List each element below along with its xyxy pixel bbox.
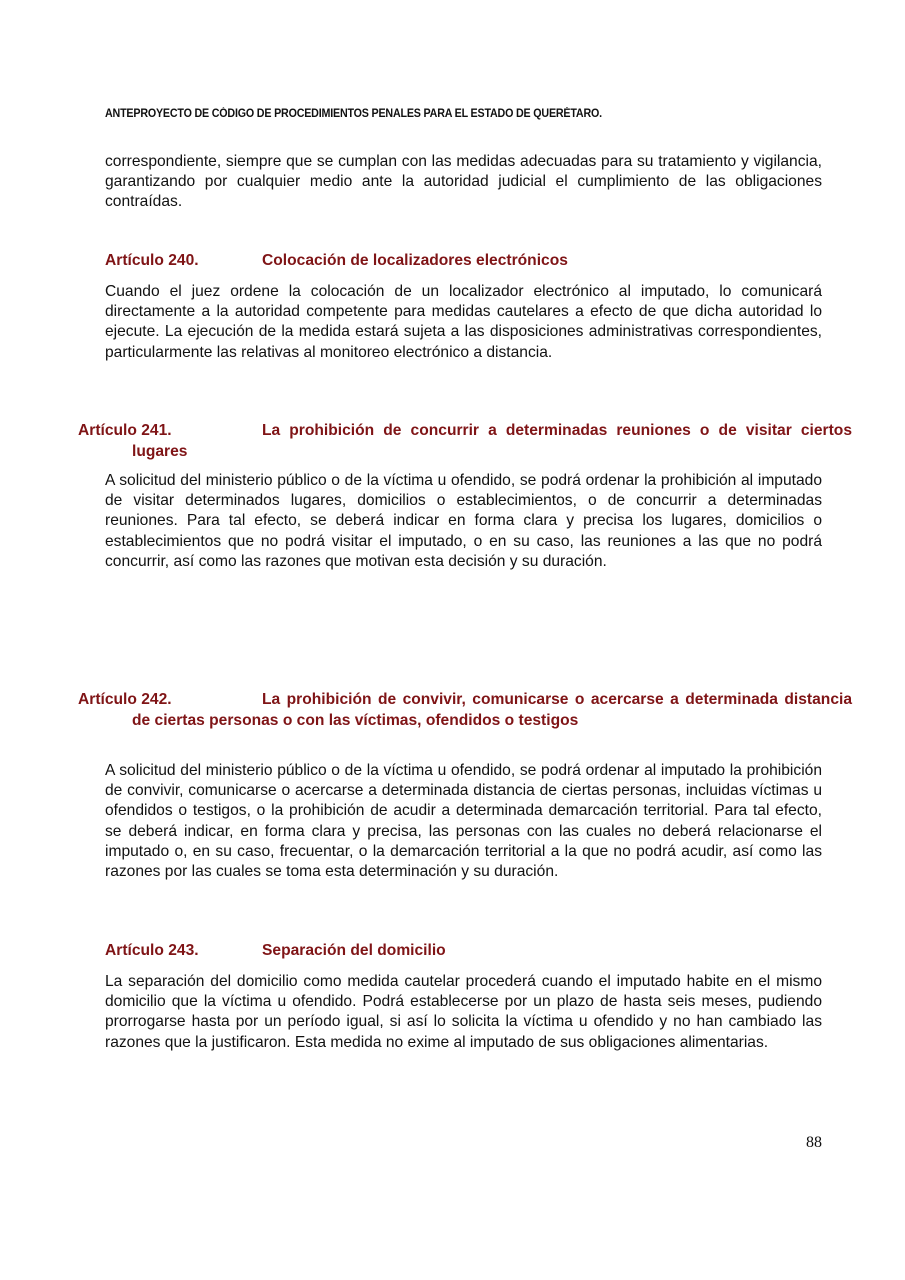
article-241-body-block [105, 471, 822, 572]
article-240 [105, 251, 822, 272]
article-body: A solicitud del ministerio público o de la víctima u ofendido, se podrá ordenar la prohibición al imputado de visitar determinados lugares, domicilios o establecimientos, o de concurrir a determinadas reuniones. Para tal efecto, se deberá indicar en forma clara y precisa los lugares, domicilios o establecimientos que no podrá visitar el imputado, o en su caso, las reuniones a las que no podrá concurrir, así como las razones que motivan esta decisión y su duración. [105, 472, 822, 570]
article-heading [78, 421, 852, 463]
article-243-body-block [105, 972, 822, 1053]
article-title: La prohibición de convivir, comunicarse o acercarse a determinada distancia de ciertas personas o con las víctimas, ofendidos o testigos [132, 691, 852, 729]
article-heading [78, 690, 852, 732]
article-heading [105, 251, 825, 272]
article-243 [105, 941, 822, 962]
article-number: Artículo 242. [78, 691, 172, 708]
article-body: A solicitud del ministerio público o de la víctima u ofendido, se podrá ordenar al imputado la prohibición de convivir, comunicarse o acercarse a determinada distancia de ciertas personas, incluidas víctimas u ofendidos o testigos, o la prohibición de acudir a determinada demarcación territorial. Para tal efecto, se deberá indicar, en forma clara y precisa, las personas con las cuales no deberá relacionarse el imputado o, en su caso, frecuentar, o la demarcación territorial a la que no podrá acudir, así como las razones por las cuales se toma esta determinación y su duración. [105, 762, 822, 881]
intro-paragraph-block [105, 152, 822, 213]
article-number: Artículo 243. [105, 942, 199, 959]
article-242-body-block [105, 761, 822, 882]
page-number: 88 [806, 1134, 822, 1151]
running-header: ANTEPROYECTO DE CÓDIGO DE PROCEDIMIENTOS PENALES PARA EL ESTADO DE QUERÉTARO. [105, 108, 602, 120]
article-title: Separación del domicilio [262, 942, 446, 959]
article-number: Artículo 241. [78, 422, 172, 439]
article-241 [78, 421, 852, 463]
article-242 [78, 690, 852, 732]
article-title: Colocación de localizadores electrónicos [262, 252, 568, 269]
article-body: Cuando el juez ordene la colocación de un localizador electrónico al imputado, lo comunicará directamente a la autoridad competente para medidas cautelares a efecto de que dicha autoridad lo ejecute. La ejecución de la medida estará sujeta a las disposiciones administrativas correspondientes, particularmente las relativas al monitoreo electrónico a distancia. [105, 283, 822, 361]
article-240-body-block [105, 282, 822, 363]
article-number: Artículo 240. [105, 252, 199, 269]
article-title: La prohibición de concurrir a determinadas reuniones o de visitar ciertos lugares [132, 422, 852, 460]
article-heading [105, 941, 825, 962]
intro-paragraph: correspondiente, siempre que se cumplan con las medidas adecuadas para su tratamiento y vigilancia, garantizando por cualquier medio ante la autoridad judicial el cumplimiento de las obligaciones contraídas. [105, 153, 822, 211]
article-body: La separación del domicilio como medida cautelar procederá cuando el imputado habite en el mismo domicilio que la víctima u ofendido. Podrá establecerse por un plazo de hasta seis meses, pudiendo prorrogarse hasta por un período igual, si así lo solicita la víctima u ofendido y no han cambiado las razones que la justificaron. Esta medida no exime al imputado de sus obligaciones alimentarias. [105, 973, 822, 1051]
